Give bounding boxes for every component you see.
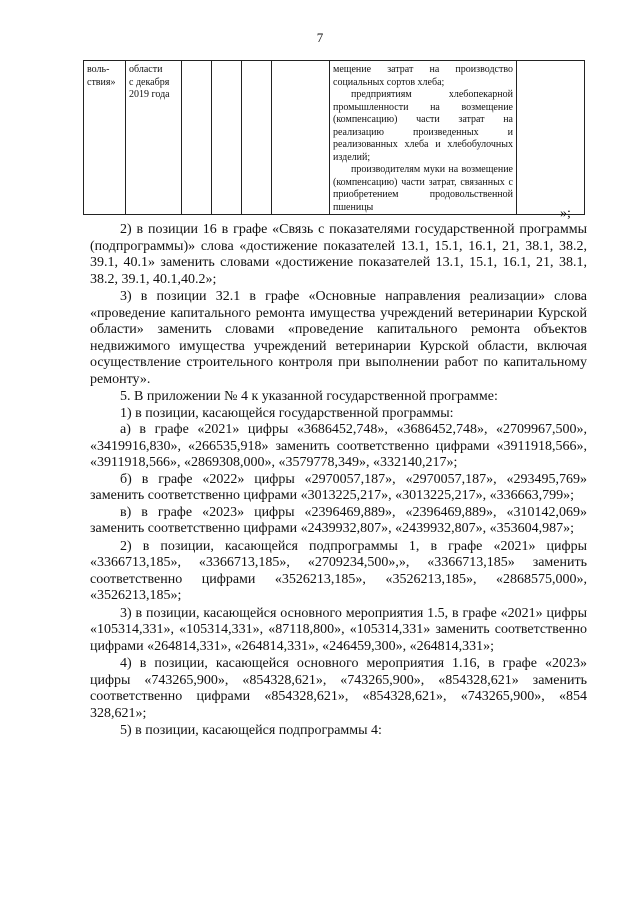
cell-paragraph: предприятиям хлебопекарной промышленности на возмещение (компенсацию) части затрат на реализацию произведенных и реализованных хлеба и хлебобулочных изделий; bbox=[333, 89, 513, 163]
paragraph: 2) в позиции 16 в графе «Связь с показателями государственной программы (подпрограммы)» слова «достижение показателей 13.1, 15.1, 16.1, 21, 38.1, 38.2, 39.1, 40.1» заменить словами «достижение показателей 13.1, 15.1, 16.1, 21, 38.1, 38.2, 39.1, 40.1,40.2»; bbox=[90, 222, 587, 287]
cell-period bbox=[126, 61, 182, 215]
paragraph: 3) в позиции, касающейся основного мероприятия 1.5, в графе «2021» цифры «105314,331», «105314,331», «87118,800», «105314,331» заменить соответственно цифрами «264814,331», «264814,331», «246459,300», «264814,331»; bbox=[90, 605, 587, 654]
paragraph: 1) в позиции, касающейся государственной программы: bbox=[120, 405, 454, 421]
cell-empty bbox=[212, 61, 242, 215]
paragraph: 3) в позиции 32.1 в графе «Основные направления реализации» слова «проведение капитального ремонта имущества учреждений ветеринарии Курской области» заменить словами «проведение капитального ремонта объектов недвижимого имущества учреждений ветеринарии Курской области, включая осуществление строительного контроля при выполнении работ по капитальному ремонту». bbox=[90, 289, 587, 387]
paragraph: 5. В приложении № 4 к указанной государственной программе: bbox=[120, 389, 498, 404]
cell-empty bbox=[517, 61, 585, 215]
paragraph: 4) в позиции, касающейся основного мероприятия 1.16, в графе «2023» цифры «743265,900», «854328,621», «743265,900», «854328,621» заменить соответственно цифрами «854328,621», «854328,621», «743265,900», «854 328,621»; bbox=[90, 656, 587, 721]
cell-line: с декабря bbox=[129, 76, 170, 88]
amendment-text bbox=[90, 222, 587, 740]
paragraph: 2) в позиции, касающейся подпрограммы 1, в графе «2021» цифры «3366713,185», «3366713,185», «2709234,500»,», «3366713,185» заменить соответственно цифрами «3526213,185», «3526213,185», «2868575,000», «3526213,185»; bbox=[90, 538, 587, 603]
paragraph: 5) в позиции, касающейся подпрограммы 4: bbox=[120, 723, 382, 738]
cell-organization bbox=[84, 61, 126, 215]
program-table-excerpt bbox=[83, 60, 585, 215]
cell-paragraph: производителям муки на возмещение (компенсацию) части затрат, связанных с приобретением продовольственной пшеницы bbox=[333, 164, 513, 213]
cell-empty bbox=[272, 61, 330, 215]
table-row bbox=[84, 61, 585, 215]
closing-quote: »; bbox=[560, 206, 571, 221]
cell-line: области bbox=[129, 64, 163, 75]
paragraph: б) в графе «2022» цифры «2970057,187», «2970057,187», «293495,769» заменить соответственно цифрами «3013225,217», «3013225,217», «336663,799»; bbox=[90, 471, 587, 503]
cell-paragraph: мещение затрат на производство социальных сортов хлеба; bbox=[333, 64, 513, 88]
paragraph: а) в графе «2021» цифры «3686452,748», «3686452,748», «2709967,500», «3419916,830», «266535,918» заменить соответственно цифрами «3911918,566», «3911918,566», «2869308,000», «3579778,349», «332140,217»; bbox=[90, 422, 587, 470]
paragraph: в) в графе «2023» цифры «2396469,889», «2396469,889», «310142,069» заменить соответственно цифрами «2439932,807», «2439932,807», «353604,987»; bbox=[90, 504, 587, 536]
cell-line: 2019 года bbox=[129, 89, 170, 100]
page-number: 7 bbox=[316, 30, 324, 45]
cell-empty bbox=[182, 61, 212, 215]
cell-directions bbox=[330, 61, 517, 215]
cell-line: ствия» bbox=[87, 76, 116, 88]
cell-line: воль- bbox=[87, 64, 110, 75]
cell-empty bbox=[242, 61, 272, 215]
